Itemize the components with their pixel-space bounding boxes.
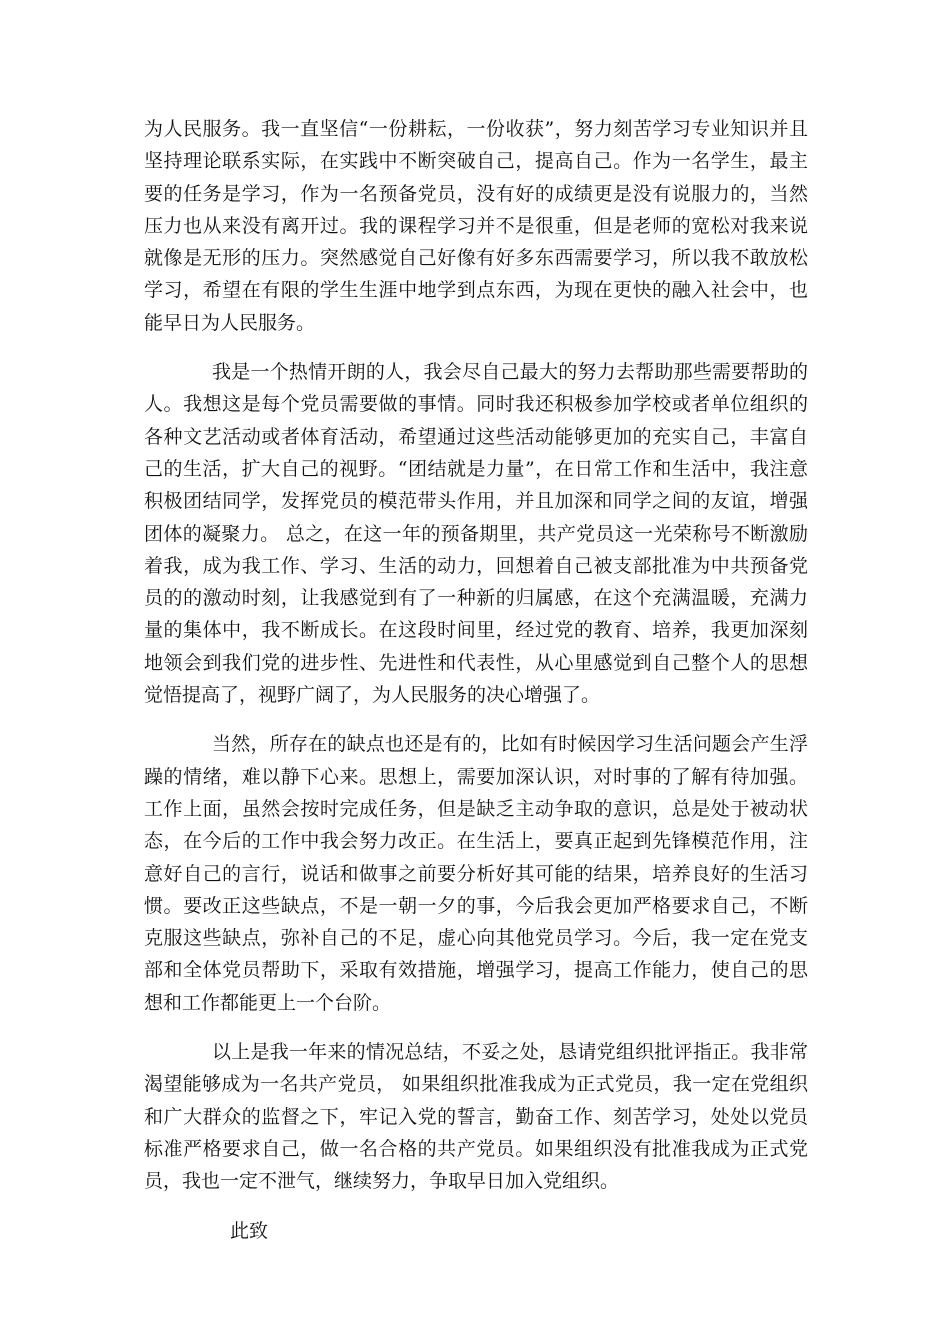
document-body bbox=[144, 113, 808, 1247]
paragraph-2: 我是一个热情开朗的人，我会尽自己最大的努力去帮助那些需要帮助的人。我想这是每个党员需要做的事情。同时我还积极参加学校或者单位组织的各种文艺活动或者体育活动，希望通过这些活动能够更加的充实自己，丰富自己的生活，扩大自己的视野。“团结就是力量”，在日常工作和生活中，我注意积极团结同学，发挥党员的模范带头作用，并且加深和同学之间的友谊，增强团体的凝聚力。 总之，在这一年的预备期里，共产党员这一光荣称号不断激励着我，成为我工作、学习、生活的动力，回想着自己被支部批准为中共预备党员的的激动时刻，让我感觉到有了一种新的归属感，在这个充满温暖，充满力量的集体中，我不断成长。在这段时间里，经过党的教育、培养，我更加深刻地领会到我们党的进步性、先进性和代表性，从心里感觉到自己整个人的思想觉悟提高了，视野广阔了，为人民服务的决心增强了。 bbox=[144, 361, 808, 707]
closing-salutation: 此致 bbox=[230, 1219, 269, 1242]
paragraph-4: 以上是我一年来的情况总结，不妥之处，恳请党组织批评指正。我非常渴望能够成为一名共产党员， 如果组织批准我成为正式党员，我一定在党组织和广大群众的监督之下，牢记入党的誓言，勤奋工作、刻苦学习，处处以党员标准严格要求自己，做一名合格的共产党员。如果组织没有批准我成为正式党员，我也一定不泄气，继续努力，争取早日加入党组织。 bbox=[144, 1041, 808, 1193]
paragraph-3: 当然，所存在的缺点也还是有的，比如有时候因学习生活问题会产生浮躁的情绪，难以静下心来。思想上，需要加深认识，对时事的了解有待加强。工作上面，虽然会按时完成任务，但是缺乏主动争取的意识，总是处于被动状态，在今后的工作中我会努力改正。在生活上，要真正起到先锋模范作用，注意好自己的言行，说话和做事之前要分析好其可能的结果，培养良好的生活习惯。要改正这些缺点，不是一朝一夕的事，今后我会更加严格要求自己，不断克服这些缺点，弥补自己的不足，虚心向其他党员学习。今后，我一定在党支部和全体党员帮助下，采取有效措施，增强学习，提高工作能力，使自己的思想和工作都能更上一个台阶。 bbox=[144, 733, 808, 1014]
paragraph-1: 为人民服务。我一直坚信“一份耕耘，一份收获”，努力刻苦学习专业知识并且坚持理论联系实际，在实践中不断突破自己，提高自己。作为一名学生，最主要的任务是学习，作为一名预备党员，没有好的成绩更是没有说服力的，当然压力也从来没有离开过。我的课程学习并不是很重，但是老师的宽松对我来说就像是无形的压力。突然感觉自己好像有好多东西需要学习，所以我不敢放松学习，希望在有限的学生生涯中地学到点东西，为现在更快的融入社会中，也能早日为人民服务。 bbox=[144, 118, 808, 334]
